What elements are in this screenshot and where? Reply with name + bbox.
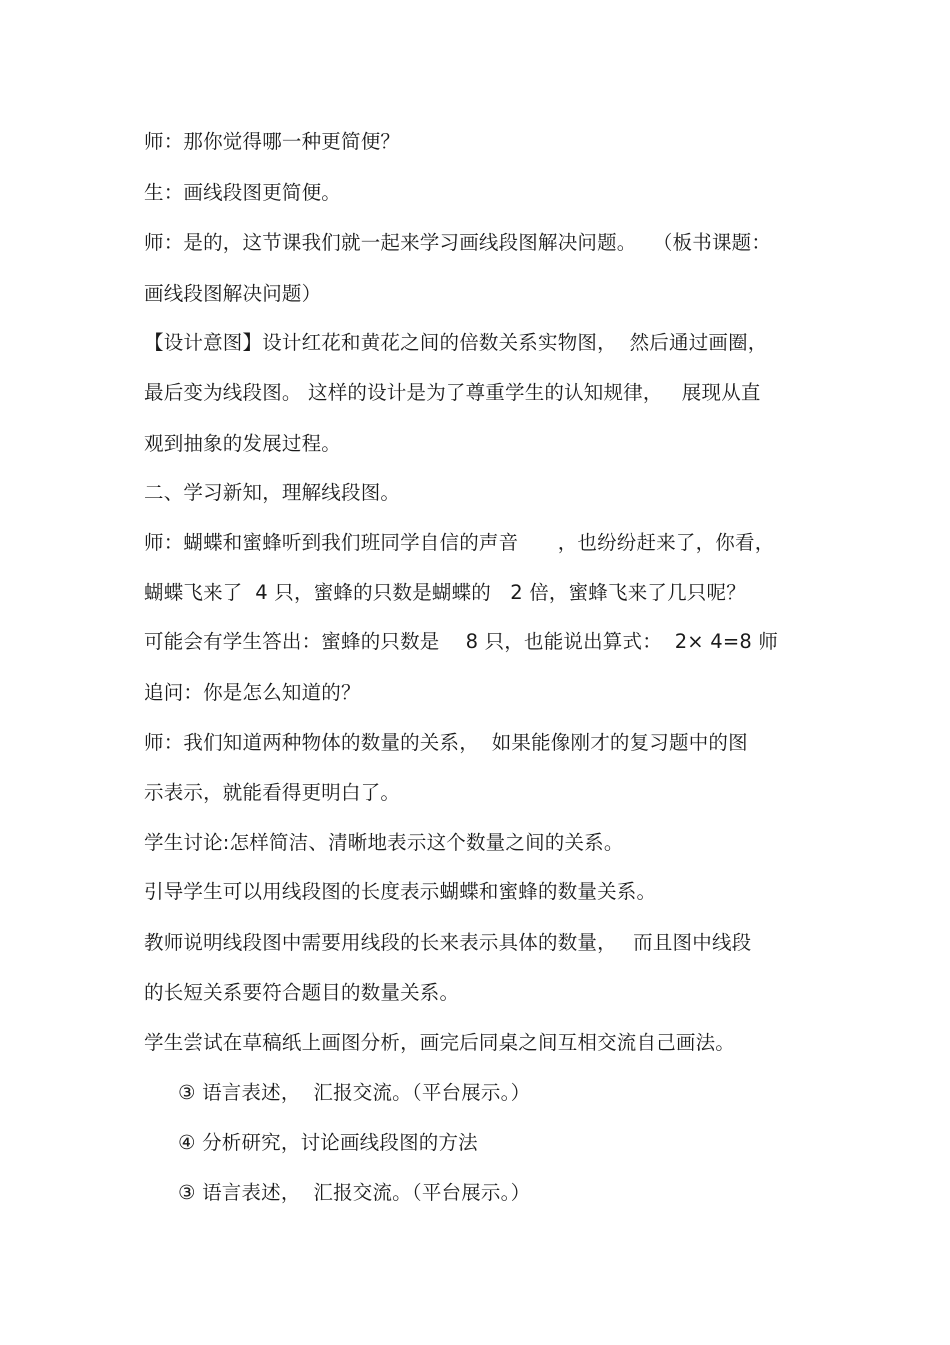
text-line: 画线段图解决问题） [144, 282, 322, 305]
text-line: 最后变为线段图。 这样的设计是为了尊重学生的认知规律， 展现从直 [144, 381, 761, 404]
text-line: 引导学生可以用线段图的长度表示蝴蝶和蜜蜂的数量关系。 [144, 880, 657, 903]
text-line: 师：那你觉得哪一种更简便？ [144, 130, 401, 153]
numbered-item: ③ 语言表述， 汇报交流。（平台展示。） [178, 1081, 531, 1104]
text-line: 观到抽象的发展过程。 [144, 432, 342, 455]
text-line: 可能会有学生答出：蜜蜂的只数是 8 只，也能说出算式： 2× 4=8 师 [144, 630, 779, 653]
text-line: 生：画线段图更简便。 [144, 181, 342, 204]
text-line: 追问：你是怎么知道的？ [144, 681, 361, 704]
text-line: 示表示，就能看得更明白了。 [144, 781, 401, 804]
text-line: 学生尝试在草稿纸上画图分析，画完后同桌之间互相交流自己画法。 [144, 1031, 736, 1054]
numbered-item: ③ 语言表述， 汇报交流。（平台展示。） [178, 1181, 531, 1204]
text-line: 师：蝴蝶和蜜蜂听到我们班同学自信的声音 ，也纷纷赶来了，你看， [144, 531, 775, 554]
text-line: 师：是的，这节课我们就一起来学习画线段图解决问题。 （板书课题： [144, 231, 772, 254]
numbered-item: ④ 分析研究，讨论画线段图的方法 [178, 1131, 478, 1154]
text-line: 师：我们知道两种物体的数量的关系， 如果能像刚才的复习题中的图 [144, 731, 748, 754]
section-heading: 二、学习新知，理解线段图。 [144, 481, 401, 504]
text-line: 的长短关系要符合题目的数量关系。 [144, 981, 460, 1004]
text-line: 【设计意图】设计红花和黄花之间的倍数关系实物图， 然后通过画圈， [144, 331, 768, 354]
text-line: 学生讨论:怎样简洁、清晰地表示这个数量之间的关系。 [144, 831, 624, 854]
text-line: 教师说明线段图中需要用线段的长来表示具体的数量， 而且图中线段 [144, 931, 752, 954]
text-line: 蝴蝶飞来了 4 只，蜜蜂的只数是蝴蝶的 2 倍，蜜蜂飞来了几只呢？ [144, 581, 746, 604]
